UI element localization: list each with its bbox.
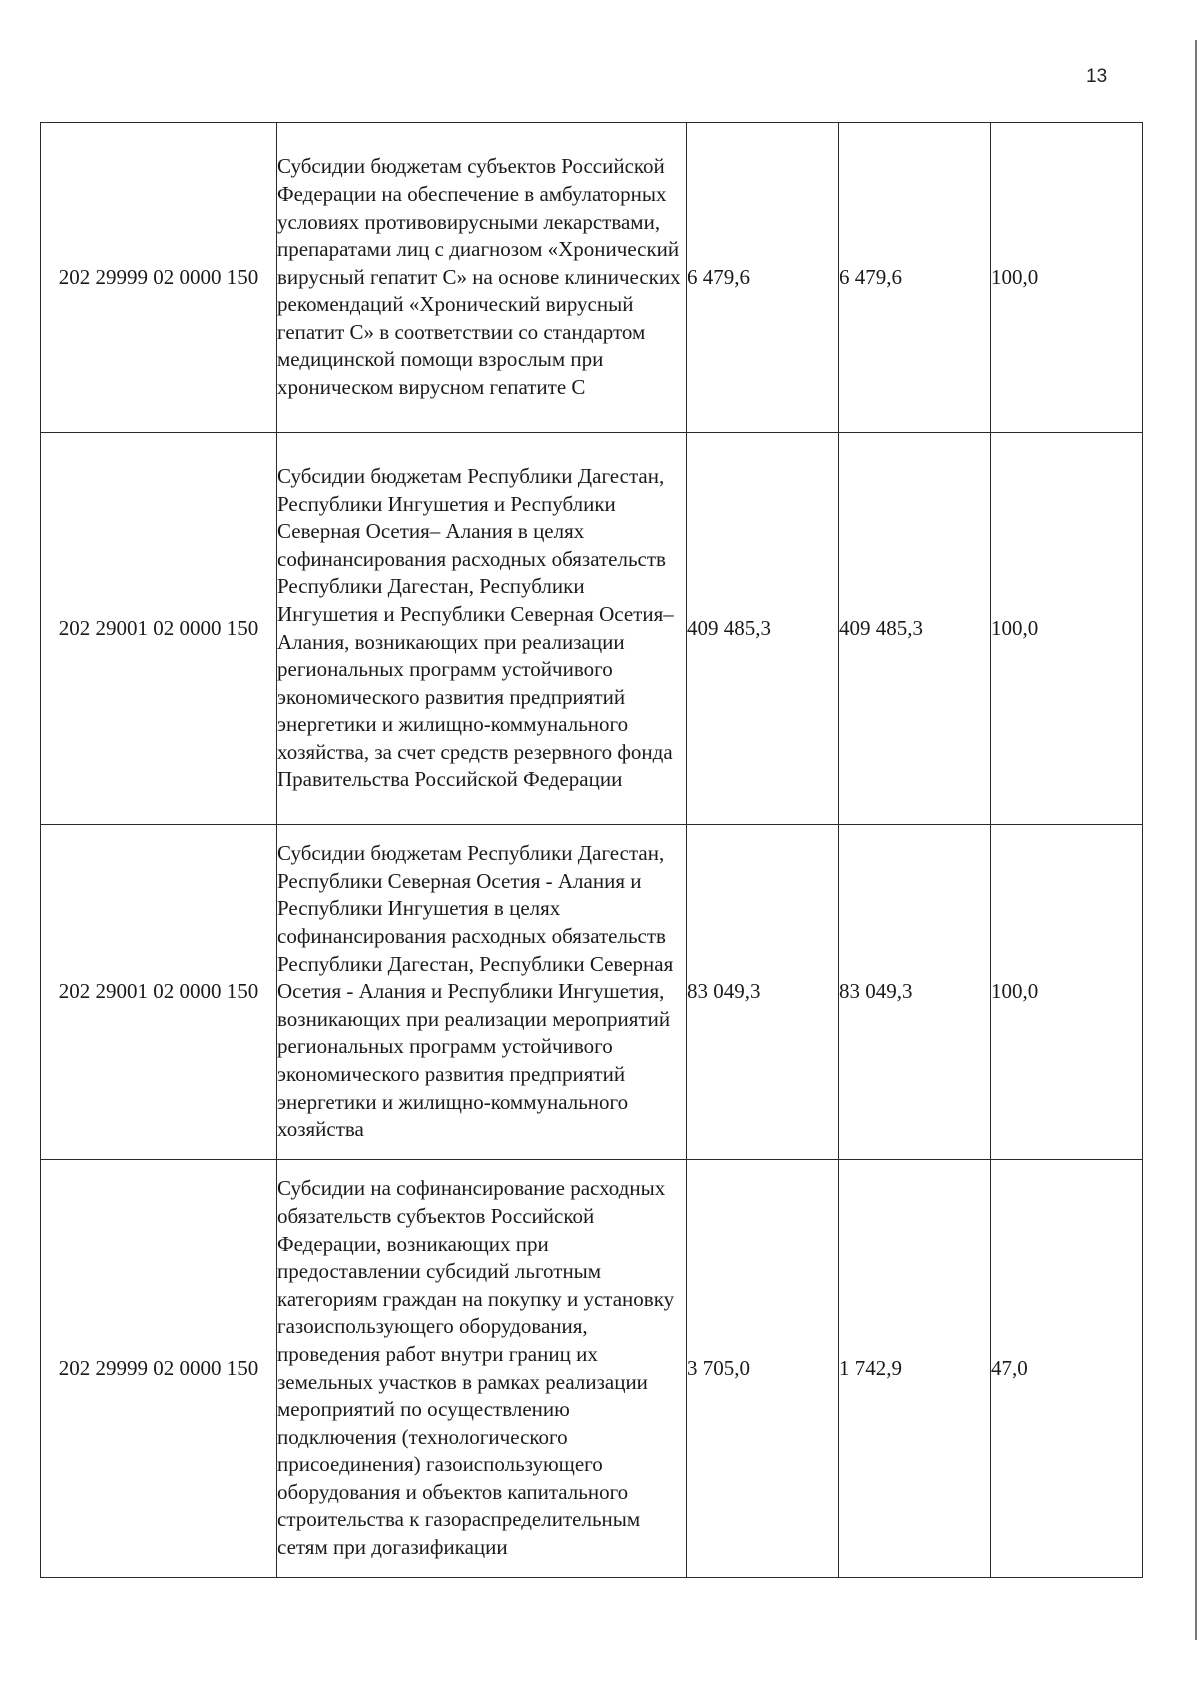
- table-row: [41, 825, 1143, 1160]
- table-row: [41, 433, 1143, 825]
- executed-amount-cell: 83 049,3: [839, 825, 991, 1160]
- description-cell: Субсидии бюджетам субъектов Российской Федерации на обеспечение в амбулаторных условиях противовирусными лекарствами, препаратами лиц с диагнозом «Хронический вирусный гепатит С» на основе клинических рекомендаций «Хронический вирусный гепатит С» в соответствии со стандартом медицинской помощи взрослым при хроническом вирусном гепатите С: [277, 123, 687, 433]
- budget-code-cell: 202 29001 02 0000 150: [41, 433, 277, 825]
- executed-amount-cell: 409 485,3: [839, 433, 991, 825]
- description-cell: Субсидии бюджетам Республики Дагестан, Республики Северная Осетия - Алания и Республики Ингушетия в целях софинансирования расходных обязательств Республики Дагестан, Республики Северная Осетия - Алания и Республики Ингушетия, возникающих при реализации мероприятий региональных программ устойчивого экономического развития предприятий энергетики и жилищно-коммунального хозяйства: [277, 825, 687, 1160]
- percent-cell: 47,0: [991, 1160, 1143, 1578]
- budget-code-cell: 202 29999 02 0000 150: [41, 1160, 277, 1578]
- planned-amount-cell: 83 049,3: [687, 825, 839, 1160]
- scan-edge-line: [1195, 40, 1197, 1640]
- planned-amount-cell: 6 479,6: [687, 123, 839, 433]
- table-row: [41, 123, 1143, 433]
- description-cell: Субсидии бюджетам Республики Дагестан, Республики Ингушетия и Республики Северная Осетия– Алания в целях софинансирования расходных обязательств Республики Дагестан, Республики Ингушетия и Республики Северная Осетия– Алания, возникающих при реализации региональных программ устойчивого экономического развития предприятий энергетики и жилищно-коммунального хозяйства, за счет средств резервного фонда Правительства Российской Федерации: [277, 433, 687, 825]
- planned-amount-cell: 3 705,0: [687, 1160, 839, 1578]
- budget-table: [40, 122, 1143, 1578]
- percent-cell: 100,0: [991, 433, 1143, 825]
- budget-code-cell: 202 29001 02 0000 150: [41, 825, 277, 1160]
- executed-amount-cell: 6 479,6: [839, 123, 991, 433]
- percent-cell: 100,0: [991, 123, 1143, 433]
- page-number: 13: [1086, 66, 1108, 87]
- budget-code-cell: 202 29999 02 0000 150: [41, 123, 277, 433]
- planned-amount-cell: 409 485,3: [687, 433, 839, 825]
- executed-amount-cell: 1 742,9: [839, 1160, 991, 1578]
- table-row: [41, 1160, 1143, 1578]
- description-cell: Субсидии на софинансирование расходных обязательств субъектов Российской Федерации, возникающих при предоставлении субсидий льготным категориям граждан на покупку и установку газоиспользующего оборудования, проведения работ внутри границ их земельных участков в рамках реализации мероприятий по осуществлению подключения (технологического присоединения) газоиспользующего оборудования и объектов капитального строительства к газораспределительным сетям при догазификации: [277, 1160, 687, 1578]
- percent-cell: 100,0: [991, 825, 1143, 1160]
